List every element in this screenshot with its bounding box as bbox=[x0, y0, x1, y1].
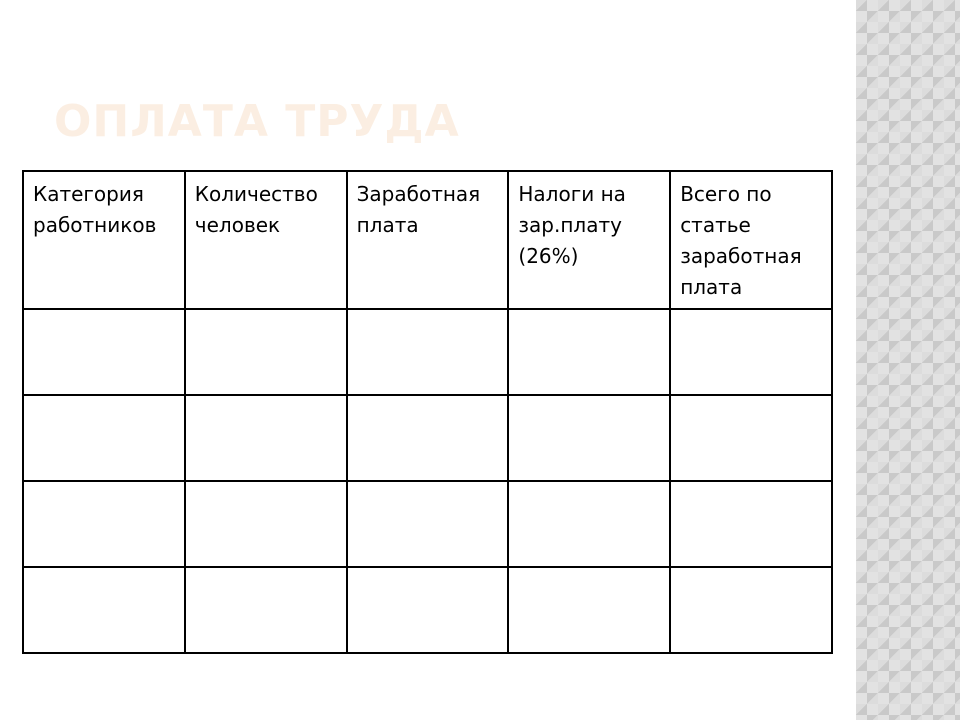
table-cell bbox=[23, 567, 185, 653]
table-header-row bbox=[23, 171, 832, 309]
table-cell bbox=[23, 309, 185, 395]
table-cell bbox=[185, 309, 347, 395]
table-cell bbox=[347, 481, 509, 567]
decorative-side-pattern bbox=[856, 0, 960, 720]
salary-table bbox=[22, 170, 833, 654]
table-row bbox=[23, 567, 832, 653]
table-cell bbox=[508, 567, 670, 653]
table-cell bbox=[185, 395, 347, 481]
table-cell bbox=[670, 395, 832, 481]
table-cell bbox=[670, 481, 832, 567]
slide-title: ОПЛАТА ТРУДА bbox=[54, 96, 460, 147]
table-row bbox=[23, 481, 832, 567]
header-taxes: Налоги на зар.плату (26%) bbox=[508, 171, 670, 309]
header-salary: Заработная плата bbox=[347, 171, 509, 309]
header-total: Всего по статье заработная плата bbox=[670, 171, 832, 309]
table-cell bbox=[508, 395, 670, 481]
table-row bbox=[23, 395, 832, 481]
table-row bbox=[23, 309, 832, 395]
header-count: Количество человек bbox=[185, 171, 347, 309]
table-cell bbox=[508, 309, 670, 395]
header-category: Категория работников bbox=[23, 171, 185, 309]
table-cell bbox=[23, 395, 185, 481]
table-cell bbox=[347, 567, 509, 653]
table-cell bbox=[347, 309, 509, 395]
table-cell bbox=[23, 481, 185, 567]
table-cell bbox=[670, 309, 832, 395]
table-cell bbox=[185, 567, 347, 653]
table-cell bbox=[185, 481, 347, 567]
table-cell bbox=[508, 481, 670, 567]
table-cell bbox=[347, 395, 509, 481]
table-cell bbox=[670, 567, 832, 653]
